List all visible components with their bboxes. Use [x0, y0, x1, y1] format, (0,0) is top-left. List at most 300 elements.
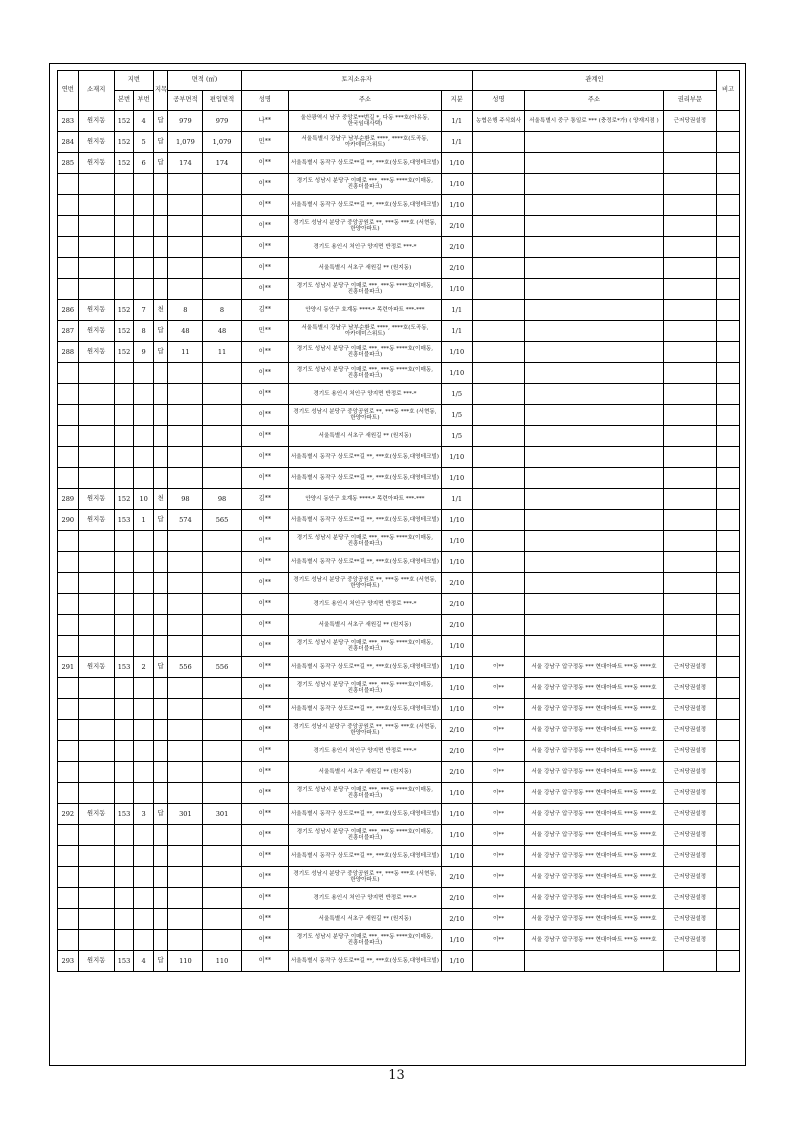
row-seq — [58, 258, 79, 279]
row-owner-address: 서울특별시 동작구 상도로**길 **, ***호(상도동,대영테크빌) — [289, 153, 442, 174]
row-category — [153, 783, 167, 804]
row-note — [717, 342, 740, 363]
row-owner-name: 나** — [241, 111, 288, 132]
row-rights-type: 근저당권설정 — [663, 111, 717, 132]
row-note — [717, 930, 740, 951]
row-sub-number — [134, 174, 154, 195]
row-official-area — [168, 930, 203, 951]
row-incorporated-area — [203, 195, 241, 216]
row-owner-address: 경기도 성남시 분당구 이매로 ***, ***동 ****호(이매동,진흥더블파크) — [289, 825, 442, 846]
row-rights-type — [663, 237, 717, 258]
row-seq — [58, 594, 79, 615]
row-sub-number — [134, 762, 154, 783]
row-location: 원지동 — [78, 111, 114, 132]
row-owner-address: 서울특별시 동작구 상도로**길 **, ***호(상도동,대영테크빌) — [289, 195, 442, 216]
row-party-name: 이** — [472, 909, 525, 930]
table-row — [58, 657, 740, 678]
row-owner-address: 경기도 성남시 분당구 이매로 ***, ***동 ****호(이매동,진흥더블파크) — [289, 783, 442, 804]
row-owner-name: 민** — [241, 132, 288, 153]
row-share: 1/10 — [441, 153, 472, 174]
row-main-number: 152 — [114, 342, 134, 363]
table-row — [58, 300, 740, 321]
row-main-number — [114, 447, 134, 468]
row-owner-name: 이** — [241, 636, 288, 657]
row-category — [153, 195, 167, 216]
row-sub-number: 3 — [134, 804, 154, 825]
row-seq — [58, 447, 79, 468]
row-share: 1/1 — [441, 132, 472, 153]
row-location — [78, 888, 114, 909]
row-owner-name: 이** — [241, 447, 288, 468]
row-sub-number — [134, 468, 154, 489]
row-category — [153, 636, 167, 657]
row-party-name: 이** — [472, 657, 525, 678]
row-incorporated-area — [203, 594, 241, 615]
row-main-number: 153 — [114, 510, 134, 531]
table-row — [58, 258, 740, 279]
row-official-area: 556 — [168, 657, 203, 678]
row-party-name: 이** — [472, 720, 525, 741]
row-owner-name: 이** — [241, 846, 288, 867]
row-share: 1/10 — [441, 279, 472, 300]
row-seq: 288 — [58, 342, 79, 363]
row-incorporated-area: 174 — [203, 153, 241, 174]
row-incorporated-area — [203, 699, 241, 720]
row-owner-address: 경기도 용인시 처인구 양지면 반정로 ***-* — [289, 237, 442, 258]
table-row — [58, 321, 740, 342]
row-main-number: 152 — [114, 321, 134, 342]
row-share: 1/10 — [441, 678, 472, 699]
table-row — [58, 216, 740, 237]
row-owner-address: 경기도 성남시 분당구 중앙공원로 **, ***동 ***호 (서현동,한양아파트) — [289, 216, 442, 237]
row-location — [78, 846, 114, 867]
table-row — [58, 531, 740, 552]
row-category — [153, 405, 167, 426]
row-official-area — [168, 720, 203, 741]
row-rights-type: 근저당권설정 — [663, 909, 717, 930]
row-party-address — [525, 510, 663, 531]
row-incorporated-area — [203, 678, 241, 699]
table-row — [58, 930, 740, 951]
row-location — [78, 594, 114, 615]
row-seq — [58, 363, 79, 384]
row-incorporated-area — [203, 531, 241, 552]
header-owner-name: 성명 — [241, 91, 288, 111]
header-land-owner: 토지소유자 — [241, 71, 472, 91]
row-party-name: 농협은행 주식회사 — [472, 111, 525, 132]
row-official-area: 48 — [168, 321, 203, 342]
row-main-number — [114, 195, 134, 216]
row-party-address: 서울 강남구 압구정동 *** 현대아파트 ***동 ****호 — [525, 699, 663, 720]
row-main-number — [114, 930, 134, 951]
row-official-area — [168, 363, 203, 384]
row-rights-type — [663, 363, 717, 384]
row-rights-type: 근저당권설정 — [663, 678, 717, 699]
row-seq — [58, 888, 79, 909]
row-sub-number — [134, 195, 154, 216]
row-share: 2/10 — [441, 237, 472, 258]
row-seq — [58, 237, 79, 258]
row-official-area — [168, 636, 203, 657]
row-sub-number: 8 — [134, 321, 154, 342]
row-owner-address: 경기도 용인시 처인구 양지면 반정로 ***-* — [289, 888, 442, 909]
table-row — [58, 405, 740, 426]
row-location: 원지동 — [78, 804, 114, 825]
row-official-area — [168, 447, 203, 468]
row-official-area — [168, 699, 203, 720]
row-location — [78, 237, 114, 258]
header-owner-address: 주소 — [289, 91, 442, 111]
header-category: 지목 — [153, 71, 167, 111]
row-category — [153, 741, 167, 762]
row-owner-address: 울산광역시 남구 중앙로**번길 *, 다동 ***호(아유동,한국임대사택) — [289, 111, 442, 132]
row-rights-type — [663, 426, 717, 447]
row-party-name — [472, 300, 525, 321]
row-sub-number: 4 — [134, 111, 154, 132]
row-official-area: 979 — [168, 111, 203, 132]
row-party-address — [525, 216, 663, 237]
row-party-address: 서울 강남구 압구정동 *** 현대아파트 ***동 ****호 — [525, 741, 663, 762]
row-owner-name: 이** — [241, 804, 288, 825]
row-main-number — [114, 699, 134, 720]
row-incorporated-area: 11 — [203, 342, 241, 363]
row-official-area — [168, 258, 203, 279]
row-category: 답 — [153, 153, 167, 174]
row-note — [717, 279, 740, 300]
header-lot: 지번 — [114, 71, 153, 91]
row-seq — [58, 678, 79, 699]
row-location: 원지동 — [78, 321, 114, 342]
row-party-name: 이** — [472, 762, 525, 783]
header-party-address: 주소 — [525, 91, 663, 111]
row-owner-name: 이** — [241, 888, 288, 909]
row-main-number: 152 — [114, 300, 134, 321]
row-category — [153, 888, 167, 909]
row-sub-number — [134, 867, 154, 888]
row-seq — [58, 825, 79, 846]
row-sub-number — [134, 363, 154, 384]
row-party-name — [472, 258, 525, 279]
row-seq — [58, 762, 79, 783]
row-category — [153, 426, 167, 447]
row-rights-type — [663, 300, 717, 321]
row-official-area: 174 — [168, 153, 203, 174]
row-party-name — [472, 153, 525, 174]
row-location — [78, 468, 114, 489]
row-category: 답 — [153, 804, 167, 825]
row-seq: 286 — [58, 300, 79, 321]
row-location — [78, 783, 114, 804]
row-sub-number — [134, 552, 154, 573]
row-incorporated-area — [203, 468, 241, 489]
row-official-area — [168, 909, 203, 930]
header-area: 면적 (㎡) — [168, 71, 241, 91]
row-location — [78, 552, 114, 573]
table-row — [58, 384, 740, 405]
row-category — [153, 699, 167, 720]
row-category: 답 — [153, 321, 167, 342]
row-main-number — [114, 678, 134, 699]
row-main-number — [114, 888, 134, 909]
row-party-address — [525, 615, 663, 636]
table-row — [58, 174, 740, 195]
row-note — [717, 636, 740, 657]
row-category — [153, 174, 167, 195]
row-rights-type: 근저당권설정 — [663, 699, 717, 720]
row-main-number — [114, 405, 134, 426]
row-seq: 292 — [58, 804, 79, 825]
row-sub-number — [134, 426, 154, 447]
row-share: 1/10 — [441, 804, 472, 825]
row-main-number — [114, 279, 134, 300]
row-owner-address: 경기도 용인시 처인구 양지면 반정로 ***-* — [289, 594, 442, 615]
row-party-name — [472, 132, 525, 153]
row-sub-number — [134, 405, 154, 426]
row-incorporated-area — [203, 741, 241, 762]
row-party-address — [525, 174, 663, 195]
row-party-name — [472, 489, 525, 510]
row-party-name: 이** — [472, 825, 525, 846]
row-location — [78, 174, 114, 195]
table-row — [58, 573, 740, 594]
row-note — [717, 153, 740, 174]
table-row — [58, 195, 740, 216]
row-party-name: 이** — [472, 804, 525, 825]
row-note — [717, 951, 740, 972]
row-rights-type — [663, 447, 717, 468]
row-party-name: 이** — [472, 930, 525, 951]
row-rights-type: 근저당권설정 — [663, 657, 717, 678]
row-party-address — [525, 258, 663, 279]
row-share: 2/10 — [441, 888, 472, 909]
row-official-area — [168, 384, 203, 405]
row-sub-number — [134, 825, 154, 846]
row-rights-type: 근저당권설정 — [663, 888, 717, 909]
row-owner-address: 서울특별시 동작구 상도로**길 **, ***호(상도동,대영테크빌) — [289, 951, 442, 972]
row-owner-name: 이** — [241, 930, 288, 951]
row-note — [717, 216, 740, 237]
row-category: 답 — [153, 951, 167, 972]
row-note — [717, 783, 740, 804]
row-category: 답 — [153, 657, 167, 678]
row-note — [717, 300, 740, 321]
row-location — [78, 909, 114, 930]
table-row — [58, 237, 740, 258]
row-party-address — [525, 195, 663, 216]
row-category — [153, 615, 167, 636]
row-rights-type — [663, 468, 717, 489]
row-note — [717, 384, 740, 405]
row-incorporated-area — [203, 867, 241, 888]
row-note — [717, 762, 740, 783]
row-share: 1/10 — [441, 174, 472, 195]
row-owner-address: 서울특별시 동작구 상도로**길 **, ***호(상도동,대영테크빌) — [289, 804, 442, 825]
row-official-area — [168, 741, 203, 762]
row-official-area — [168, 237, 203, 258]
row-sub-number: 5 — [134, 132, 154, 153]
row-owner-address: 경기도 성남시 분당구 이매로 ***, ***동 ****호(이매동,진흥더블파크) — [289, 363, 442, 384]
row-owner-address: 경기도 용인시 처인구 양지면 반정로 ***-* — [289, 741, 442, 762]
row-rights-type — [663, 279, 717, 300]
row-party-name — [472, 615, 525, 636]
row-owner-name: 이** — [241, 762, 288, 783]
row-owner-name: 이** — [241, 594, 288, 615]
row-rights-type — [663, 321, 717, 342]
row-category — [153, 531, 167, 552]
row-location — [78, 426, 114, 447]
row-party-name: 이** — [472, 699, 525, 720]
row-share: 1/1 — [441, 321, 472, 342]
row-category: 답 — [153, 342, 167, 363]
row-location — [78, 720, 114, 741]
row-incorporated-area — [203, 783, 241, 804]
row-note — [717, 804, 740, 825]
row-official-area — [168, 426, 203, 447]
row-owner-address: 서울특별시 동작구 상도로**길 **, ***호(상도동,대영테크빌) — [289, 846, 442, 867]
row-incorporated-area — [203, 615, 241, 636]
row-seq: 290 — [58, 510, 79, 531]
row-share: 2/10 — [441, 867, 472, 888]
row-note — [717, 258, 740, 279]
row-sub-number — [134, 384, 154, 405]
row-note — [717, 825, 740, 846]
table-header — [58, 71, 740, 111]
row-rights-type — [663, 195, 717, 216]
row-party-address: 서울 강남구 압구정동 *** 현대아파트 ***동 ****호 — [525, 678, 663, 699]
row-share: 1/10 — [441, 510, 472, 531]
row-category — [153, 825, 167, 846]
row-party-address: 서울 강남구 압구정동 *** 현대아파트 ***동 ****호 — [525, 720, 663, 741]
row-seq — [58, 174, 79, 195]
row-note — [717, 699, 740, 720]
row-party-name: 이** — [472, 867, 525, 888]
row-owner-address: 경기도 성남시 분당구 중앙공원로 **, ***동 ***호 (서현동,한양아파트) — [289, 405, 442, 426]
table-row — [58, 678, 740, 699]
row-incorporated-area — [203, 846, 241, 867]
row-rights-type — [663, 531, 717, 552]
table-row — [58, 363, 740, 384]
row-party-address — [525, 132, 663, 153]
row-owner-address: 안양시 동안구 호계동 ****-* 목련아파트 ***-*** — [289, 489, 442, 510]
row-seq — [58, 930, 79, 951]
row-party-name — [472, 468, 525, 489]
row-rights-type: 근저당권설정 — [663, 825, 717, 846]
row-owner-name: 김** — [241, 300, 288, 321]
row-location — [78, 615, 114, 636]
row-rights-type — [663, 615, 717, 636]
row-category — [153, 846, 167, 867]
row-note — [717, 426, 740, 447]
row-owner-address: 서울특별시 서초구 새원길 ** (원지동) — [289, 426, 442, 447]
row-location — [78, 279, 114, 300]
row-note — [717, 321, 740, 342]
row-owner-name: 이** — [241, 951, 288, 972]
row-location: 원지동 — [78, 300, 114, 321]
row-party-address — [525, 552, 663, 573]
row-sub-number — [134, 237, 154, 258]
row-incorporated-area — [203, 216, 241, 237]
row-sub-number — [134, 615, 154, 636]
row-party-address — [525, 636, 663, 657]
row-party-name — [472, 279, 525, 300]
row-note — [717, 405, 740, 426]
row-seq: 293 — [58, 951, 79, 972]
row-seq — [58, 552, 79, 573]
row-party-name — [472, 510, 525, 531]
row-owner-name: 이** — [241, 678, 288, 699]
row-owner-name: 이** — [241, 909, 288, 930]
row-party-name — [472, 594, 525, 615]
row-incorporated-area: 110 — [203, 951, 241, 972]
row-incorporated-area — [203, 573, 241, 594]
row-seq — [58, 573, 79, 594]
row-incorporated-area — [203, 258, 241, 279]
row-seq: 289 — [58, 489, 79, 510]
row-seq — [58, 867, 79, 888]
row-incorporated-area — [203, 174, 241, 195]
table-row — [58, 594, 740, 615]
row-rights-type — [663, 132, 717, 153]
row-official-area — [168, 825, 203, 846]
row-share: 1/10 — [441, 468, 472, 489]
header-related-party: 관계인 — [472, 71, 717, 91]
row-party-address: 서울 강남구 압구정동 *** 현대아파트 ***동 ****호 — [525, 825, 663, 846]
row-rights-type: 근저당권설정 — [663, 804, 717, 825]
row-share: 1/10 — [441, 657, 472, 678]
row-sub-number — [134, 783, 154, 804]
row-rights-type: 근저당권설정 — [663, 867, 717, 888]
row-incorporated-area — [203, 720, 241, 741]
row-incorporated-area — [203, 636, 241, 657]
row-party-address: 서울 강남구 압구정동 *** 현대아파트 ***동 ****호 — [525, 657, 663, 678]
row-rights-type — [663, 342, 717, 363]
row-owner-name: 김** — [241, 489, 288, 510]
row-sub-number: 4 — [134, 951, 154, 972]
row-official-area — [168, 867, 203, 888]
row-party-name — [472, 447, 525, 468]
row-main-number — [114, 573, 134, 594]
row-incorporated-area — [203, 930, 241, 951]
row-location — [78, 741, 114, 762]
row-main-number: 152 — [114, 132, 134, 153]
row-main-number — [114, 216, 134, 237]
row-main-number: 152 — [114, 489, 134, 510]
row-party-address: 서울 강남구 압구정동 *** 현대아파트 ***동 ****호 — [525, 783, 663, 804]
row-seq — [58, 846, 79, 867]
row-owner-address: 경기도 성남시 분당구 중앙공원로 **, ***동 ***호 (서현동,한양아파트) — [289, 573, 442, 594]
row-official-area — [168, 174, 203, 195]
row-owner-address: 서울특별시 강남구 남부순환로 ****, ****호(도곡동, 아카데미스위트) — [289, 321, 442, 342]
row-category — [153, 720, 167, 741]
row-sub-number — [134, 909, 154, 930]
row-owner-name: 이** — [241, 573, 288, 594]
row-category — [153, 552, 167, 573]
row-owner-name: 이** — [241, 216, 288, 237]
row-category — [153, 762, 167, 783]
row-owner-name: 이** — [241, 237, 288, 258]
row-seq — [58, 741, 79, 762]
row-party-address: 서울 강남구 압구정동 *** 현대아파트 ***동 ****호 — [525, 804, 663, 825]
row-incorporated-area: 98 — [203, 489, 241, 510]
row-party-name — [472, 573, 525, 594]
row-sub-number: 10 — [134, 489, 154, 510]
row-official-area — [168, 468, 203, 489]
row-main-number — [114, 783, 134, 804]
row-rights-type — [663, 153, 717, 174]
row-main-number: 152 — [114, 153, 134, 174]
row-seq: 284 — [58, 132, 79, 153]
row-owner-address: 경기도 성남시 분당구 이매로 ***, ***동 ****호(이매동,진흥더블파크) — [289, 531, 442, 552]
